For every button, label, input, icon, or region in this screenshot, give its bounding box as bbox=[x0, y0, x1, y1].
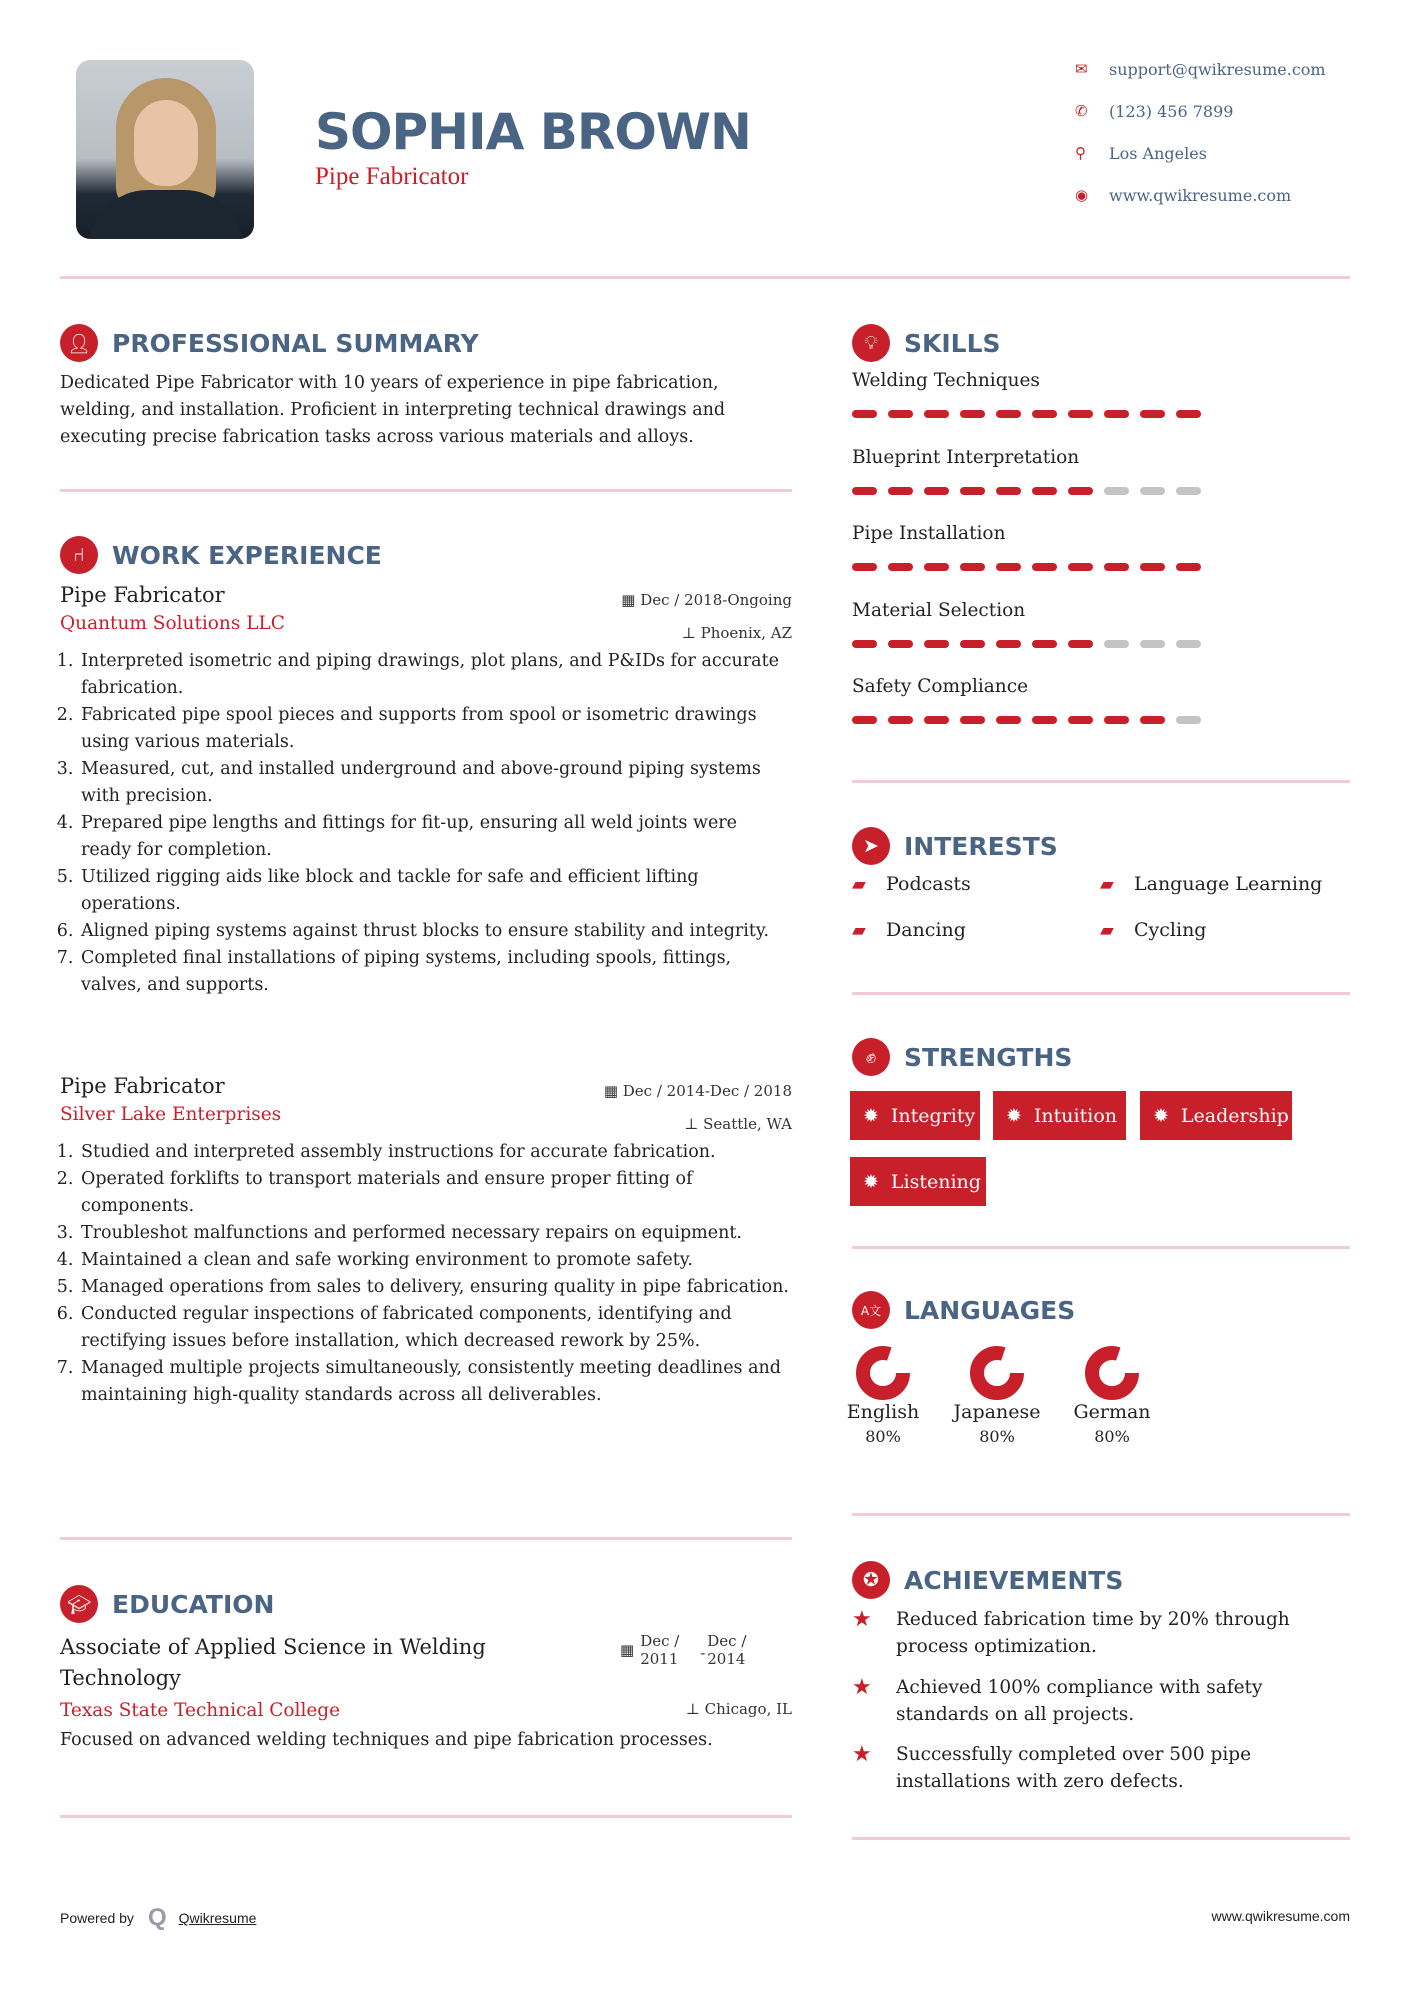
skill-dash-filled bbox=[996, 410, 1021, 418]
badge-icon: ✹ bbox=[1006, 1104, 1022, 1127]
skill-dash-filled bbox=[852, 563, 877, 571]
section-divider bbox=[852, 780, 1350, 783]
bullet: 2. Operated forklifts to transport materials and ensure proper fitting of components. bbox=[79, 1166, 792, 1220]
contact-text: support@qwikresume.com bbox=[1109, 59, 1326, 79]
skill-dash-filled bbox=[960, 410, 985, 418]
map-pin-icon: ⚲ bbox=[1075, 144, 1086, 162]
interest-item: ▰ Cycling bbox=[1100, 919, 1207, 941]
skill-dash-filled bbox=[1104, 563, 1129, 571]
star-icon: ★ bbox=[852, 1742, 872, 1767]
skill-level-bar bbox=[852, 716, 1352, 724]
interest-item: ▰ Language Learning bbox=[1100, 873, 1323, 895]
skill-dash-filled bbox=[1032, 563, 1057, 571]
strength-badge: ✹ Integrity bbox=[850, 1091, 980, 1140]
phone-icon: ✆ bbox=[1075, 102, 1088, 120]
achievement-item: ★ Successfully completed over 500 pipe installations with zero defects. bbox=[852, 1741, 1342, 1795]
section-divider bbox=[852, 1513, 1350, 1516]
section-divider bbox=[852, 1837, 1350, 1840]
skills-heading: 💡︎ SKILLS bbox=[852, 324, 1001, 362]
language-percent: 80% bbox=[979, 1427, 1015, 1446]
experience-heading: ⑁ WORK EXPERIENCE bbox=[60, 536, 382, 574]
skill-dash-filled bbox=[852, 410, 877, 418]
job-title: Pipe Fabricator bbox=[60, 583, 225, 607]
skill-dash-filled bbox=[1104, 716, 1129, 724]
skill-dash-filled bbox=[1176, 563, 1201, 571]
skill-dash-empty bbox=[1140, 640, 1165, 648]
job-location: ⊥ Seattle, WA bbox=[684, 1115, 792, 1133]
bullet: 1. Interpreted isometric and piping drawings, plot plans, and P&IDs for accurate fabrication. bbox=[79, 648, 792, 702]
bullet: 7. Managed multiple projects simultaneously, consistently meeting deadlines and maintaining high-quality standards across all deliverables. bbox=[79, 1355, 792, 1409]
star-badge-icon: ✪ bbox=[852, 1561, 890, 1599]
bullet: 4. Maintained a clean and safe working environment to promote safety. bbox=[79, 1247, 792, 1274]
envelope-icon: ✉ bbox=[1075, 60, 1088, 78]
summary-heading: 👤︎ PROFESSIONAL SUMMARY bbox=[60, 324, 479, 362]
skill-dash-filled bbox=[924, 716, 949, 724]
contact-email[interactable] bbox=[1075, 54, 1375, 84]
bullet: 6. Conducted regular inspections of fabricated components, identifying and rectifying issues before installation, which decreased rework by 25%. bbox=[79, 1301, 792, 1355]
achievement-item: ★ Achieved 100% compliance with safety standards on all projects. bbox=[852, 1674, 1342, 1728]
skill-name: Welding Techniques bbox=[852, 370, 1040, 391]
interest-item: ▰ Dancing bbox=[852, 919, 966, 941]
contact-text: www.qwikresume.com bbox=[1109, 185, 1292, 205]
skill-dash-empty bbox=[1140, 487, 1165, 495]
skill-dash-filled bbox=[852, 716, 877, 724]
skill-dash-filled bbox=[1068, 487, 1093, 495]
bullet: 2. Fabricated pipe spool pieces and supports from spool or isometric drawings using various materials. bbox=[79, 702, 792, 756]
badge-icon: ✹ bbox=[863, 1104, 879, 1127]
pin-icon: ⊥ bbox=[684, 1115, 704, 1133]
skill-dash-filled bbox=[888, 410, 913, 418]
skill-dash-filled bbox=[996, 716, 1021, 724]
language-item bbox=[942, 1345, 1052, 1446]
skill-dash-filled bbox=[924, 640, 949, 648]
calendar-icon: ▦ bbox=[621, 591, 641, 609]
job-title: Pipe Fabricator bbox=[60, 1074, 225, 1098]
skill-dash-filled bbox=[1032, 640, 1057, 648]
skill-dash-filled bbox=[996, 487, 1021, 495]
skill-dash-empty bbox=[1104, 487, 1129, 495]
skill-dash-filled bbox=[1104, 410, 1129, 418]
profile-photo bbox=[76, 60, 254, 239]
section-divider bbox=[852, 992, 1350, 995]
paper-plane-icon: ➤ bbox=[852, 827, 890, 865]
section-divider bbox=[60, 1815, 792, 1818]
skill-item bbox=[852, 447, 1352, 524]
skill-dash-filled bbox=[960, 716, 985, 724]
book-icon: ▰ bbox=[852, 919, 866, 941]
footer-powered-by: Powered by Q Qwikresume bbox=[60, 1904, 257, 1931]
star-icon: ★ bbox=[852, 1607, 872, 1632]
bullet: 6. Aligned piping systems against thrust blocks to ensure stability and integrity. bbox=[79, 918, 792, 945]
education-location: ⊥ Chicago, IL bbox=[685, 1700, 792, 1718]
skill-dash-filled bbox=[1032, 487, 1057, 495]
skill-dash-filled bbox=[1032, 716, 1057, 724]
skill-dash-filled bbox=[960, 487, 985, 495]
skill-level-bar bbox=[852, 410, 1352, 418]
section-divider bbox=[852, 1246, 1350, 1249]
bullet: 7. Completed final installations of piping systems, including spools, fittings, valves, and supports. bbox=[79, 945, 792, 999]
skill-dash-filled bbox=[924, 563, 949, 571]
job-date: ▦ Dec / 2018-Ongoing bbox=[621, 591, 792, 609]
chair-icon: ⑁ bbox=[60, 536, 98, 574]
job-bullets bbox=[60, 1139, 792, 1409]
badge-icon: ✹ bbox=[863, 1170, 879, 1193]
star-icon: ★ bbox=[852, 1675, 872, 1700]
calendar-icon: ▦ bbox=[603, 1082, 623, 1100]
lightbulb-icon: 💡︎ bbox=[852, 324, 890, 362]
candidate-title: Pipe Fabricator bbox=[315, 163, 469, 190]
badge-icon: ✹ bbox=[1153, 1104, 1169, 1127]
language-percent: 80% bbox=[1094, 1427, 1130, 1446]
candidate-name: SOPHIA BROWN bbox=[315, 103, 751, 161]
skill-item bbox=[852, 523, 1352, 600]
skill-name: Safety Compliance bbox=[852, 676, 1029, 697]
skill-level-bar bbox=[852, 640, 1352, 648]
skills-list bbox=[852, 370, 1352, 753]
skill-item bbox=[852, 676, 1352, 753]
interests-heading: ➤ INTERESTS bbox=[852, 827, 1058, 865]
skill-dash-filled bbox=[996, 563, 1021, 571]
degree: Associate of Applied Science in Welding Technology bbox=[60, 1635, 486, 1690]
language-ring bbox=[855, 1345, 911, 1401]
bullet: 3. Measured, cut, and installed underground and above-ground piping systems with precision. bbox=[79, 756, 792, 810]
book-icon: ▰ bbox=[1100, 919, 1114, 941]
job-company: Silver Lake Enterprises bbox=[60, 1104, 282, 1125]
header-divider bbox=[60, 276, 1350, 279]
language-percent: 80% bbox=[865, 1427, 901, 1446]
job-date: ▦ Dec / 2014-Dec / 2018 bbox=[603, 1082, 792, 1100]
skill-dash-filled bbox=[1068, 410, 1093, 418]
pin-icon: ⊥ bbox=[685, 1700, 705, 1718]
skill-dash-empty bbox=[1104, 640, 1129, 648]
skill-dash-filled bbox=[1140, 410, 1165, 418]
skill-dash-filled bbox=[1140, 716, 1165, 724]
qwikresume-link[interactable]: Qwikresume bbox=[178, 1910, 257, 1926]
skill-name: Pipe Installation bbox=[852, 523, 1006, 544]
skill-dash-filled bbox=[1068, 640, 1093, 648]
job-company: Quantum Solutions LLC bbox=[60, 613, 285, 634]
interest-item: ▰ Podcasts bbox=[852, 873, 971, 895]
education-dates: ▦ Dec / 2011 - Dec / 2014 bbox=[620, 1632, 747, 1668]
skill-dash-filled bbox=[1032, 410, 1057, 418]
contact-location bbox=[1075, 138, 1375, 168]
translate-icon: A文 bbox=[852, 1291, 890, 1329]
job-entry bbox=[60, 583, 792, 999]
strength-badge: ✹ Leadership bbox=[1140, 1091, 1292, 1140]
calendar-icon: ▦ bbox=[620, 1641, 635, 1659]
job-location: ⊥ Phoenix, AZ bbox=[681, 624, 792, 642]
section-divider bbox=[60, 1537, 792, 1540]
pin-icon: ⊥ bbox=[681, 624, 701, 642]
skill-dash-filled bbox=[888, 716, 913, 724]
languages-heading: A文 LANGUAGES bbox=[852, 1291, 1075, 1329]
skill-dash-filled bbox=[852, 487, 877, 495]
education-description: Focused on advanced welding techniques and pipe fabrication processes. bbox=[60, 1730, 713, 1750]
skill-dash-filled bbox=[960, 640, 985, 648]
book-icon: ▰ bbox=[852, 873, 866, 895]
skill-dash-filled bbox=[888, 487, 913, 495]
language-name: Japanese bbox=[953, 1401, 1041, 1423]
contact-phone[interactable] bbox=[1075, 96, 1375, 126]
user-icon: 👤︎ bbox=[60, 324, 98, 362]
education-heading: 🎓︎ EDUCATION bbox=[60, 1585, 274, 1623]
skill-dash-empty bbox=[1176, 716, 1201, 724]
school: Texas State Technical College bbox=[60, 1700, 341, 1721]
strength-badge: ✹ Listening bbox=[850, 1157, 986, 1206]
bullet: 1. Studied and interpreted assembly instructions for accurate fabrication. bbox=[79, 1139, 792, 1166]
skill-name: Material Selection bbox=[852, 599, 1026, 621]
education-entry bbox=[60, 1632, 792, 1754]
job-bullets bbox=[60, 648, 792, 999]
skill-dash-filled bbox=[1140, 563, 1165, 571]
strengths-heading: ✊︎ STRENGTHS bbox=[852, 1038, 1072, 1076]
skill-dash-filled bbox=[852, 640, 877, 648]
contact-text: Los Angeles bbox=[1109, 143, 1207, 163]
footer-website[interactable]: www.qwikresume.com bbox=[1211, 1908, 1350, 1924]
skill-item bbox=[852, 370, 1352, 447]
contact-website[interactable] bbox=[1075, 180, 1375, 210]
skill-dash-filled bbox=[924, 410, 949, 418]
globe-icon: ◉ bbox=[1075, 186, 1089, 204]
skill-dash-filled bbox=[1176, 410, 1201, 418]
skill-name: Blueprint Interpretation bbox=[852, 446, 1080, 468]
skill-dash-filled bbox=[960, 563, 985, 571]
language-item bbox=[828, 1345, 938, 1446]
bullet: 5. Managed operations from sales to delivery, ensuring quality in pipe fabrication. bbox=[79, 1274, 792, 1301]
skill-dash-filled bbox=[996, 640, 1021, 648]
skill-dash-filled bbox=[888, 563, 913, 571]
bullet: 5. Utilized rigging aids like block and tackle for safe and efficient lifting operations. bbox=[79, 864, 792, 918]
skill-dash-empty bbox=[1176, 487, 1201, 495]
skill-dash-filled bbox=[924, 487, 949, 495]
achievements-heading: ✪ ACHIEVEMENTS bbox=[852, 1561, 1123, 1599]
skill-dash-filled bbox=[1068, 563, 1093, 571]
skill-level-bar bbox=[852, 563, 1352, 571]
skill-dash-filled bbox=[888, 640, 913, 648]
strength-badge: ✹ Intuition bbox=[993, 1091, 1126, 1140]
achievement-item: ★ Reduced fabrication time by 20% through process optimization. bbox=[852, 1606, 1342, 1660]
qwikresume-logo-icon: Q bbox=[147, 1904, 167, 1931]
bullet: 3. Troubleshot malfunctions and performed necessary repairs on equipment. bbox=[79, 1220, 792, 1247]
job-entry bbox=[60, 1074, 792, 1409]
skill-dash-filled bbox=[1068, 716, 1093, 724]
skill-level-bar bbox=[852, 487, 1352, 495]
language-item bbox=[1057, 1345, 1167, 1446]
language-ring bbox=[1084, 1345, 1140, 1401]
bullet: 4. Prepared pipe lengths and fittings for fit-up, ensuring all weld joints were ready for completion. bbox=[79, 810, 792, 864]
summary-text: Dedicated Pipe Fabricator with 10 years of experience in pipe fabrication, welding, and installation. Proficient in interpreting technical drawings and executing precise fabrication tasks across various materials and alloys. bbox=[60, 373, 726, 447]
section-divider bbox=[60, 489, 792, 492]
language-name: German bbox=[1073, 1401, 1151, 1423]
fist-icon: ✊︎ bbox=[852, 1038, 890, 1076]
skill-item bbox=[852, 600, 1352, 677]
book-icon: ▰ bbox=[1100, 873, 1114, 895]
language-ring bbox=[969, 1345, 1025, 1401]
skill-dash-empty bbox=[1176, 640, 1201, 648]
language-name: English bbox=[846, 1401, 920, 1423]
contact-text: (123) 456 7899 bbox=[1109, 101, 1234, 121]
graduate-icon: 🎓︎ bbox=[60, 1585, 98, 1623]
